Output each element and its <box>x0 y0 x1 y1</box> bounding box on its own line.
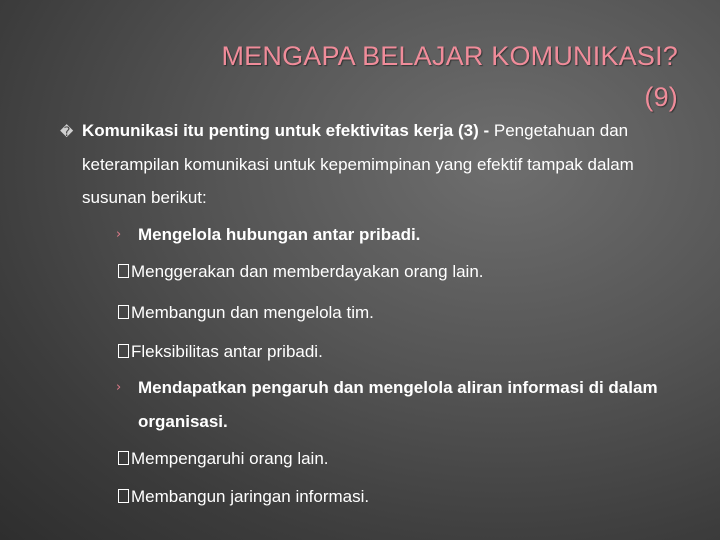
missing-glyph-icon <box>118 264 129 278</box>
missing-glyph-icon <box>118 305 129 319</box>
sub-bullet-chevron-icon: › <box>116 227 122 242</box>
sub-1-label: Mengelola hubungan antar pribadi. <box>138 225 421 244</box>
sub-2-item-1 <box>118 449 329 469</box>
sub-2-label-line-2: organisasi. <box>138 412 228 431</box>
missing-glyph-icon <box>118 344 129 358</box>
point-1-lead-bold: Komunikasi itu penting untuk efektivitas kerja (3) - <box>82 121 490 140</box>
missing-glyph-icon <box>118 489 129 503</box>
point-1-lead-rest: Pengetahuan dan <box>489 121 629 140</box>
sub-bullet-chevron-icon: › <box>116 380 122 395</box>
sub-2-item-2-text: Membangun jaringan informasi. <box>131 487 370 506</box>
point-1-line-2: keterampilan komunikasi untuk kepemimpinan yang efektif tampak dalam <box>82 155 634 174</box>
slide-title-line-2: (9) <box>644 82 678 112</box>
sub-1-item-1 <box>118 262 484 282</box>
sub-2-item-2 <box>118 487 369 507</box>
sub-1-item-2-text: Membangun dan mengelola tim. <box>131 303 374 322</box>
sub-2-label-line-1: Mendapatkan pengaruh dan mengelola aliran informasi di dalam <box>138 378 658 397</box>
sub-1-item-3-text: Fleksibilitas antar pribadi. <box>131 342 323 361</box>
sub-1-item-3 <box>118 342 323 362</box>
point-1-line-3: susunan berikut: <box>82 188 207 207</box>
bullet-icon: � <box>60 125 74 140</box>
sub-2-item-1-text: Mempengaruhi orang lain. <box>131 449 329 468</box>
slide-title-line-1: MENGAPA BELAJAR KOMUNIKASI? <box>221 41 678 71</box>
missing-glyph-icon <box>118 451 129 465</box>
sub-1-item-2 <box>118 303 374 323</box>
point-1-line-1 <box>82 121 628 141</box>
sub-1-item-1-text: Menggerakan dan memberdayakan orang lain. <box>131 262 484 281</box>
